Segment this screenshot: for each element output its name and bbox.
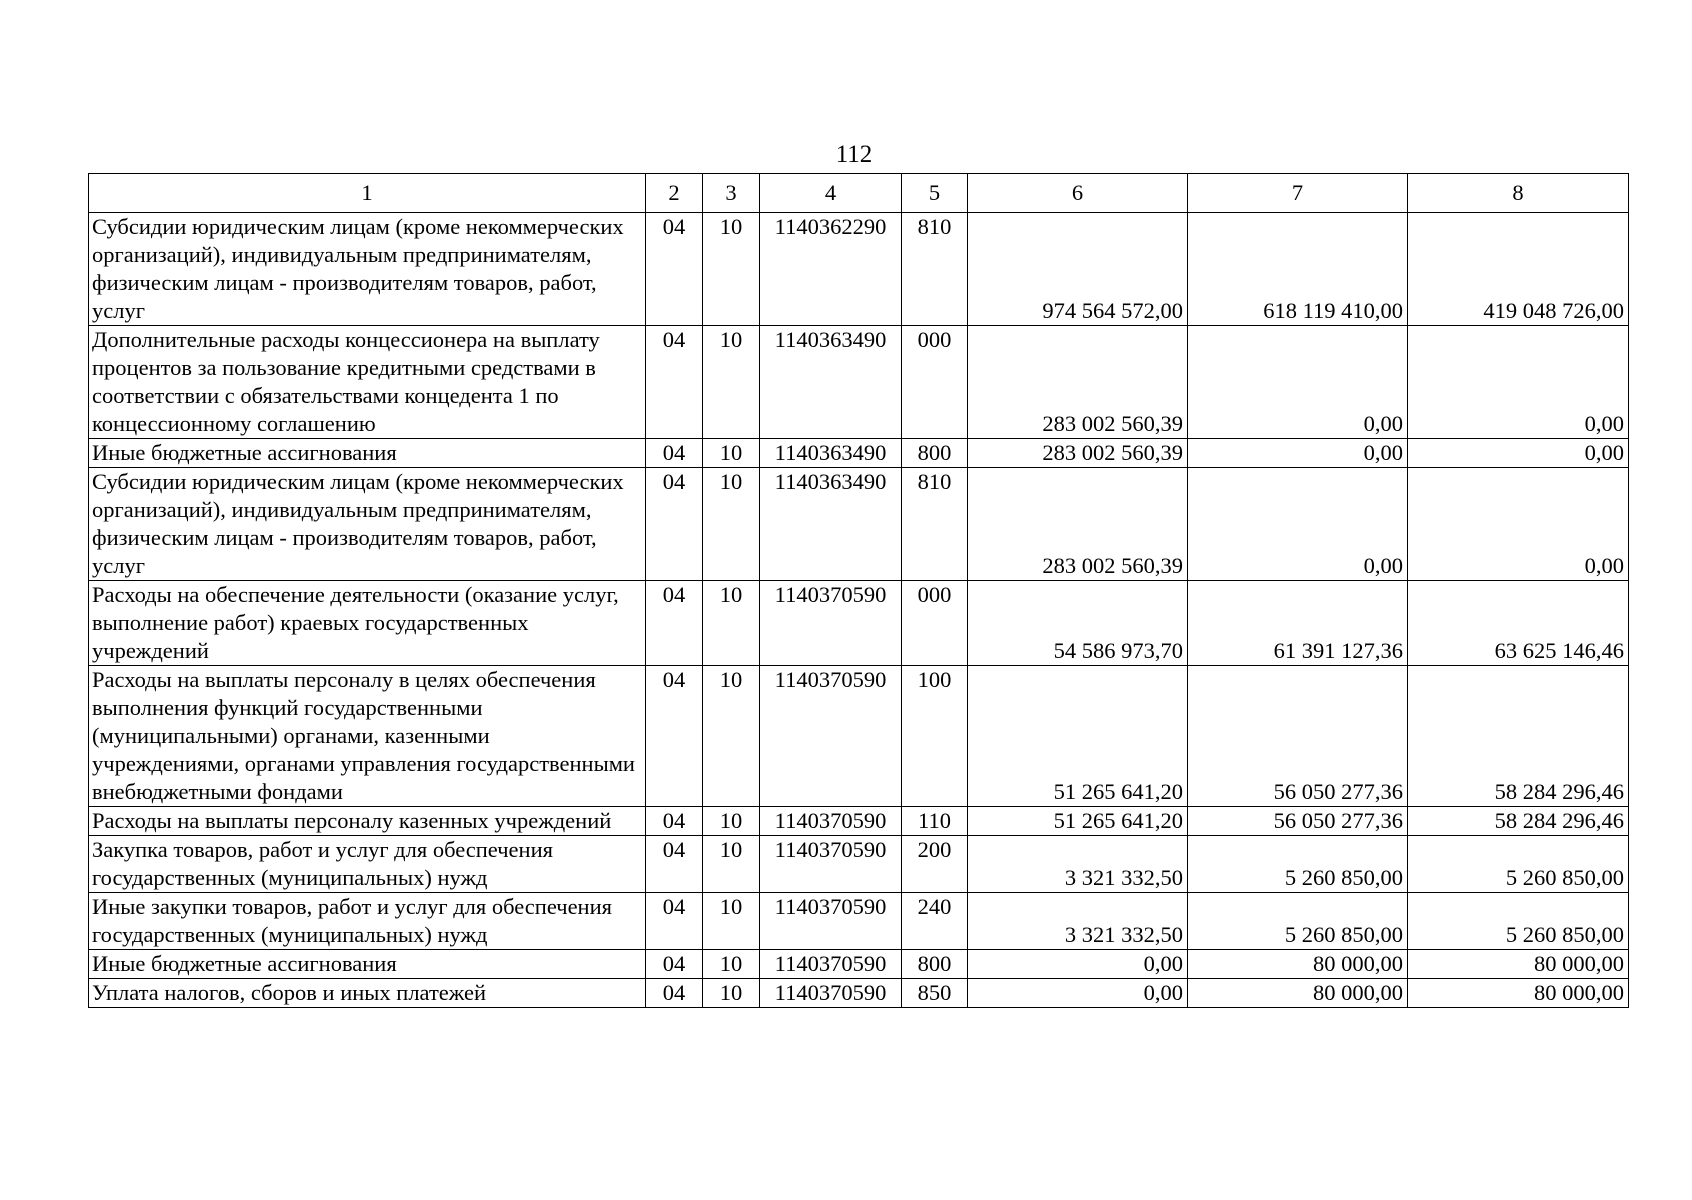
row-name: Расходы на обеспечение деятельности (оказание услуг, выполнение работ) краевых государственных учреждений [89, 581, 646, 666]
subsection-code: 10 [703, 468, 760, 581]
section-code: 04 [646, 807, 703, 836]
section-code: 04 [646, 893, 703, 950]
table-row [89, 439, 1629, 468]
target-article-code: 1140363490 [760, 326, 902, 439]
table-row [89, 950, 1629, 979]
amount-col7: 5 260 850,00 [1188, 893, 1408, 950]
section-code: 04 [646, 581, 703, 666]
target-article-code: 1140362290 [760, 213, 902, 326]
row-name: Субсидии юридическим лицам (кроме некоммерческих организаций), индивидуальным предпринимателям, физическим лицам - производителям товаров, работ, услуг [89, 213, 646, 326]
target-article-code: 1140370590 [760, 893, 902, 950]
amount-col7: 0,00 [1188, 439, 1408, 468]
amount-col8: 0,00 [1408, 439, 1629, 468]
amount-col6: 54 586 973,70 [968, 581, 1188, 666]
amount-col6: 0,00 [968, 950, 1188, 979]
amount-col7: 80 000,00 [1188, 950, 1408, 979]
table-row [89, 666, 1629, 807]
subsection-code: 10 [703, 836, 760, 893]
target-article-code: 1140370590 [760, 666, 902, 807]
target-article-code: 1140370590 [760, 807, 902, 836]
row-name: Иные закупки товаров, работ и услуг для обеспечения государственных (муниципальных) нужд [89, 893, 646, 950]
amount-col6: 51 265 641,20 [968, 807, 1188, 836]
row-name: Расходы на выплаты персоналу казенных учреждений [89, 807, 646, 836]
subsection-code: 10 [703, 326, 760, 439]
section-code: 04 [646, 950, 703, 979]
expense-type-code: 240 [902, 893, 968, 950]
header-cell: 2 [646, 174, 703, 213]
amount-col6: 51 265 641,20 [968, 666, 1188, 807]
target-article-code: 1140363490 [760, 468, 902, 581]
header-cell: 4 [760, 174, 902, 213]
amount-col7: 0,00 [1188, 468, 1408, 581]
header-cell: 6 [968, 174, 1188, 213]
amount-col6: 283 002 560,39 [968, 468, 1188, 581]
amount-col8: 5 260 850,00 [1408, 836, 1629, 893]
header-row [89, 174, 1629, 213]
row-name: Закупка товаров, работ и услуг для обеспечения государственных (муниципальных) нужд [89, 836, 646, 893]
row-name: Иные бюджетные ассигнования [89, 439, 646, 468]
expense-type-code: 810 [902, 213, 968, 326]
subsection-code: 10 [703, 807, 760, 836]
table-row [89, 807, 1629, 836]
expense-type-code: 100 [902, 666, 968, 807]
table-row [89, 468, 1629, 581]
amount-col8: 58 284 296,46 [1408, 807, 1629, 836]
amount-col8: 0,00 [1408, 326, 1629, 439]
subsection-code: 10 [703, 893, 760, 950]
page-number: 112 [835, 141, 873, 168]
table-row [89, 581, 1629, 666]
amount-col7: 618 119 410,00 [1188, 213, 1408, 326]
row-name: Иные бюджетные ассигнования [89, 950, 646, 979]
section-code: 04 [646, 836, 703, 893]
amount-col8: 63 625 146,46 [1408, 581, 1629, 666]
amount-col6: 283 002 560,39 [968, 326, 1188, 439]
table-row [89, 326, 1629, 439]
target-article-code: 1140363490 [760, 439, 902, 468]
subsection-code: 10 [703, 439, 760, 468]
target-article-code: 1140370590 [760, 979, 902, 1008]
expense-type-code: 200 [902, 836, 968, 893]
expense-type-code: 850 [902, 979, 968, 1008]
amount-col7: 61 391 127,36 [1188, 581, 1408, 666]
section-code: 04 [646, 666, 703, 807]
amount-col7: 56 050 277,36 [1188, 666, 1408, 807]
amount-col7: 56 050 277,36 [1188, 807, 1408, 836]
section-code: 04 [646, 326, 703, 439]
subsection-code: 10 [703, 950, 760, 979]
row-name: Расходы на выплаты персоналу в целях обеспечения выполнения функций государственными (муниципальными) органами, казенными учреждениями, органами управления государственными внебюджетными фондами [89, 666, 646, 807]
amount-col8: 80 000,00 [1408, 979, 1629, 1008]
table-row [89, 979, 1629, 1008]
expense-type-code: 800 [902, 950, 968, 979]
expense-type-code: 000 [902, 581, 968, 666]
expense-type-code: 810 [902, 468, 968, 581]
header-cell: 8 [1408, 174, 1629, 213]
target-article-code: 1140370590 [760, 836, 902, 893]
subsection-code: 10 [703, 581, 760, 666]
amount-col6: 3 321 332,50 [968, 893, 1188, 950]
header-cell: 1 [89, 174, 646, 213]
subsection-code: 10 [703, 979, 760, 1008]
row-name: Дополнительные расходы концессионера на выплату процентов за пользование кредитными средствами в соответствии с обязательствами концедента 1 по концессионному соглашению [89, 326, 646, 439]
row-name: Субсидии юридическим лицам (кроме некоммерческих организаций), индивидуальным предпринимателям, физическим лицам - производителям товаров, работ, услуг [89, 468, 646, 581]
table-row [89, 213, 1629, 326]
amount-col8: 80 000,00 [1408, 950, 1629, 979]
header-cell: 5 [902, 174, 968, 213]
amount-col6: 283 002 560,39 [968, 439, 1188, 468]
header-cell: 7 [1188, 174, 1408, 213]
row-name: Уплата налогов, сборов и иных платежей [89, 979, 646, 1008]
section-code: 04 [646, 979, 703, 1008]
expense-type-code: 800 [902, 439, 968, 468]
header-cell: 3 [703, 174, 760, 213]
amount-col8: 419 048 726,00 [1408, 213, 1629, 326]
amount-col6: 3 321 332,50 [968, 836, 1188, 893]
expense-type-code: 110 [902, 807, 968, 836]
amount-col7: 5 260 850,00 [1188, 836, 1408, 893]
amount-col7: 0,00 [1188, 326, 1408, 439]
budget-table [88, 173, 1629, 1008]
section-code: 04 [646, 213, 703, 326]
subsection-code: 10 [703, 666, 760, 807]
table-row [89, 836, 1629, 893]
expense-type-code: 000 [902, 326, 968, 439]
target-article-code: 1140370590 [760, 950, 902, 979]
table-row [89, 893, 1629, 950]
subsection-code: 10 [703, 213, 760, 326]
amount-col6: 974 564 572,00 [968, 213, 1188, 326]
target-article-code: 1140370590 [760, 581, 902, 666]
amount-col8: 58 284 296,46 [1408, 666, 1629, 807]
section-code: 04 [646, 468, 703, 581]
amount-col8: 0,00 [1408, 468, 1629, 581]
amount-col8: 5 260 850,00 [1408, 893, 1629, 950]
amount-col7: 80 000,00 [1188, 979, 1408, 1008]
amount-col6: 0,00 [968, 979, 1188, 1008]
section-code: 04 [646, 439, 703, 468]
